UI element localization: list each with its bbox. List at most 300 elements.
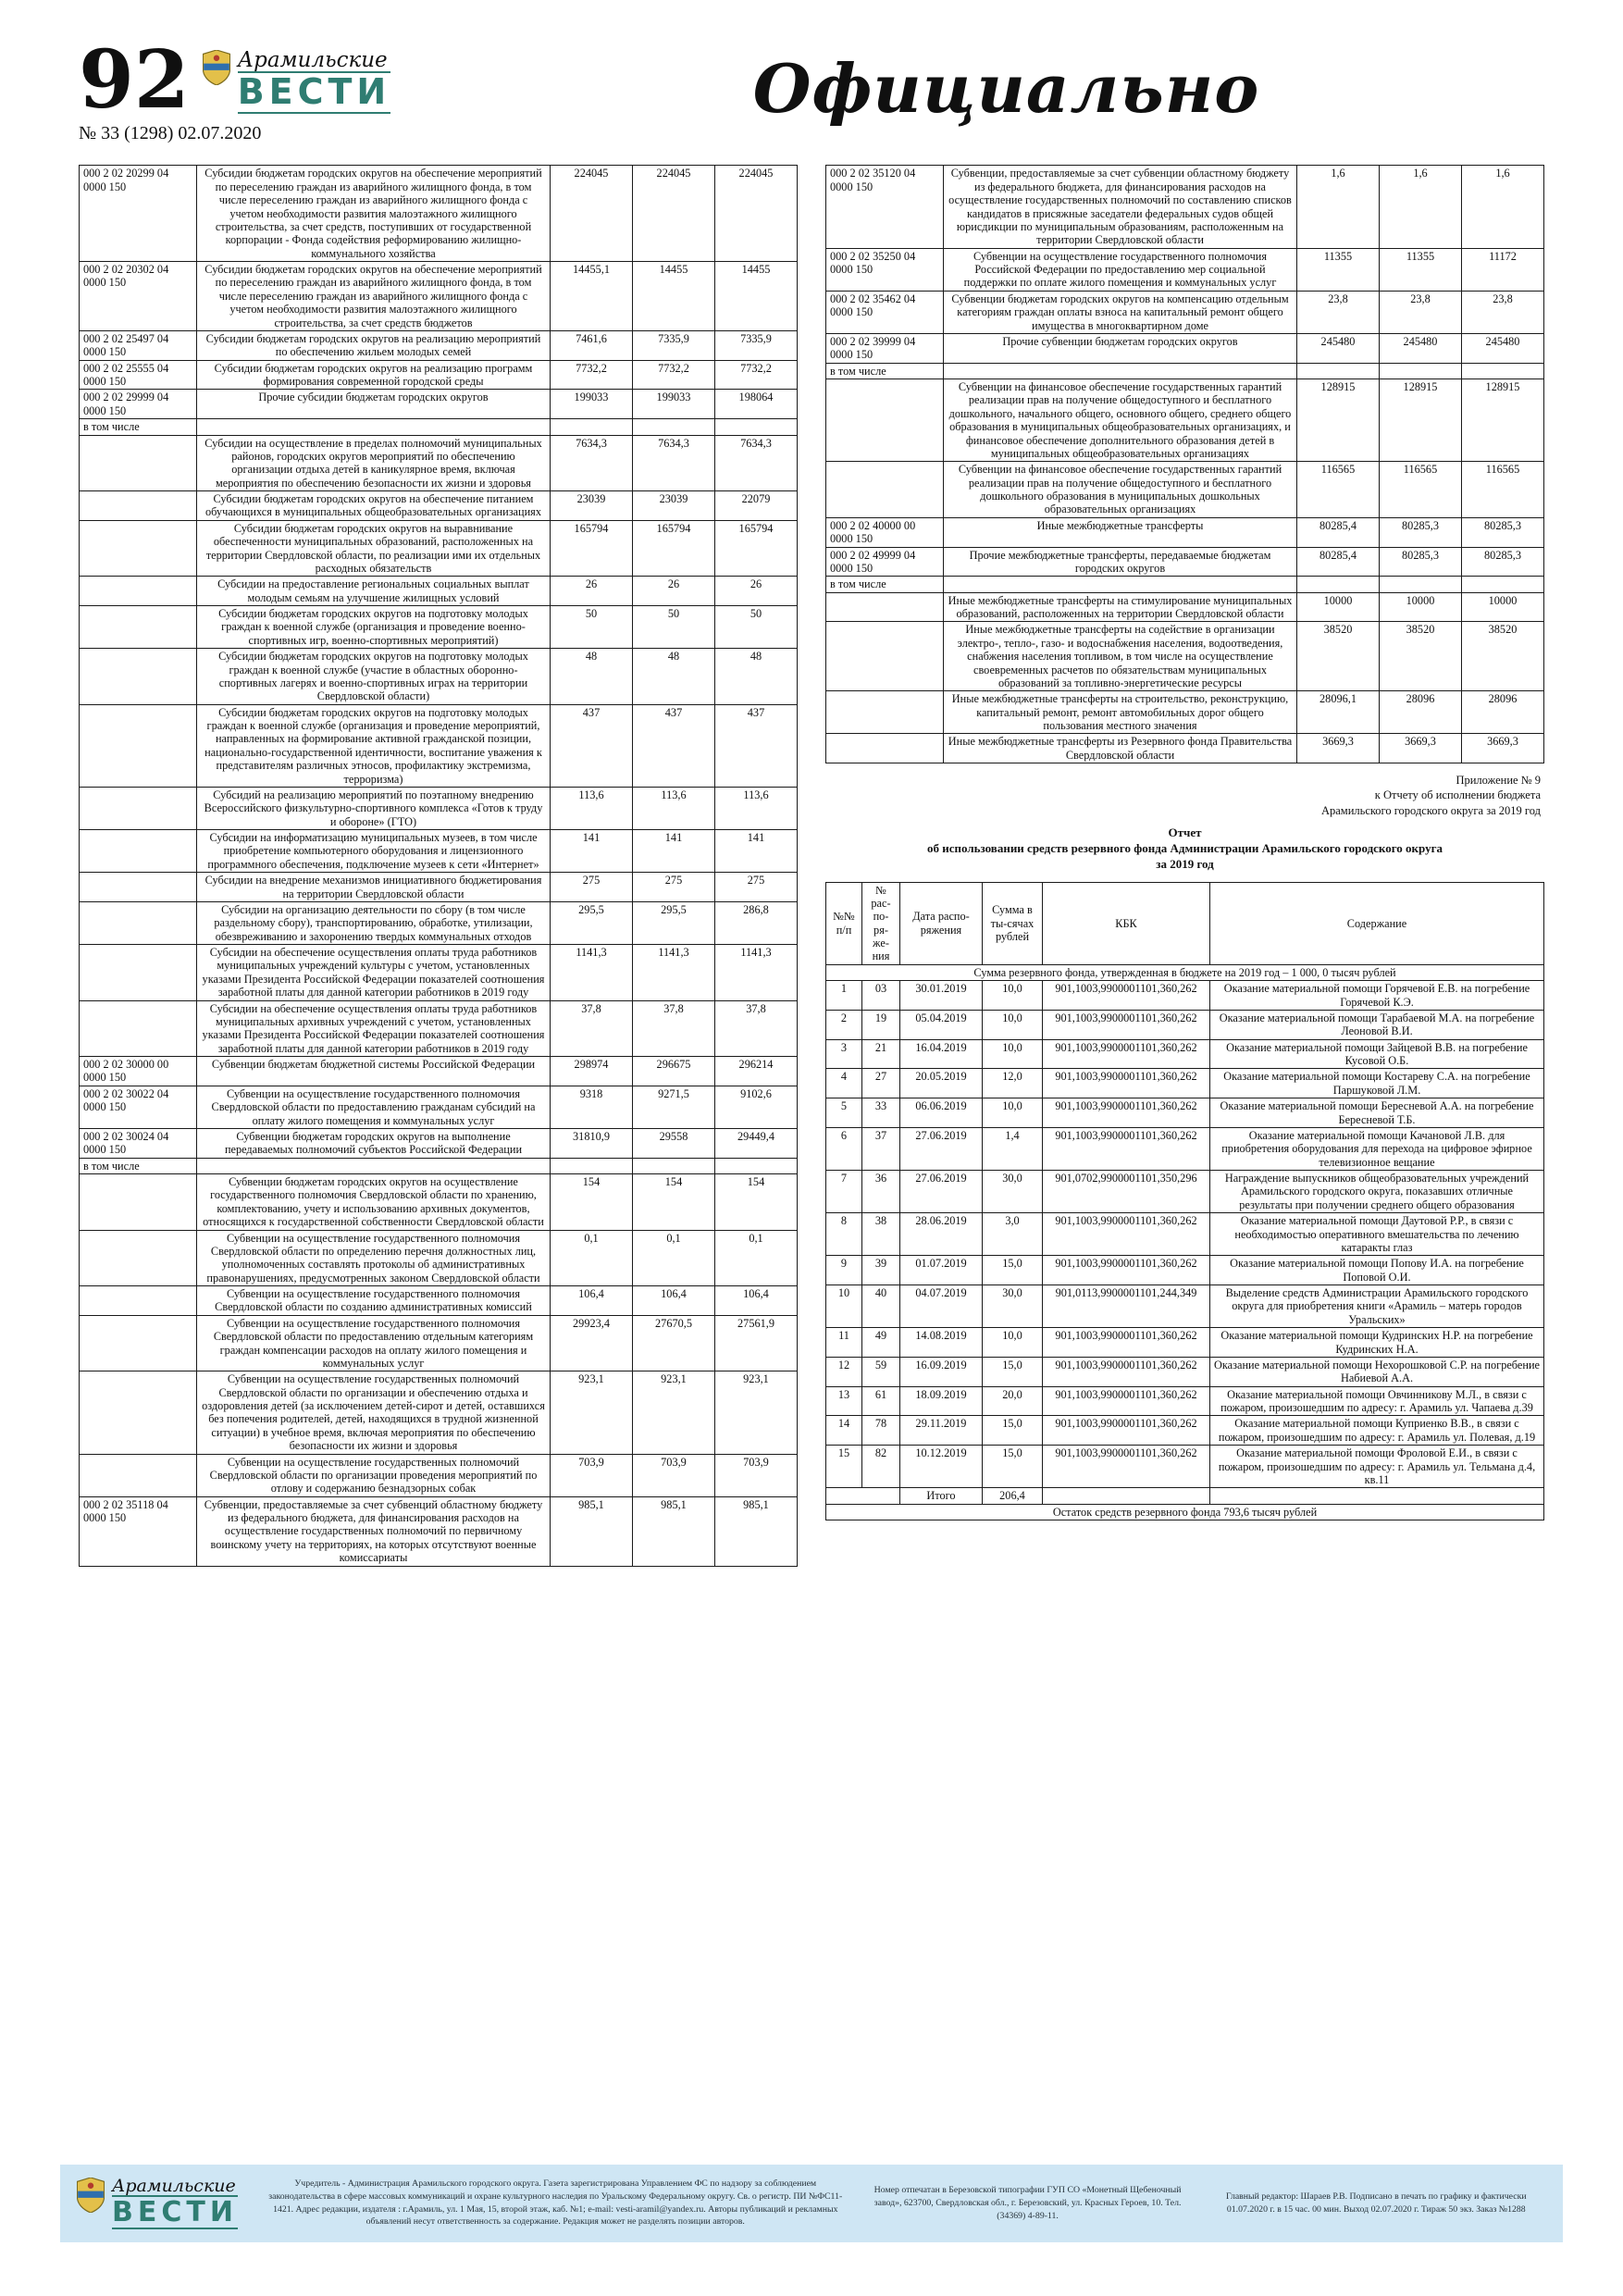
value-cell: 7335,9 <box>715 330 798 360</box>
code-cell: 000 2 02 49999 04 0000 150 <box>826 547 944 577</box>
content-cell: Оказание материальной помощи Костареву С.А. на погребение Паршуковой Л.М. <box>1210 1069 1544 1098</box>
description-cell: Субвенции на осуществление государственного полномочия Российской Федерации по предоставлению мер социальной поддержки по оплате жилого помещения и коммунальных услуг <box>944 248 1297 291</box>
order-date-cell: 14.08.2019 <box>900 1328 983 1358</box>
value-cell: 80285,4 <box>1297 517 1380 547</box>
value-cell: 27670,5 <box>633 1315 715 1371</box>
report-title-line: Отчет <box>1168 825 1202 839</box>
value-cell <box>1380 577 1462 592</box>
description-cell: Субвенции на осуществление государственного полномочия Свердловской области по созданию административных комиссий <box>197 1286 551 1316</box>
masthead-left <box>79 33 467 144</box>
kbk-cell: 901,1003,9900001101,360,262 <box>1043 1446 1210 1488</box>
budget-row <box>80 520 798 577</box>
value-cell: 923,1 <box>715 1371 798 1454</box>
value-cell: 275 <box>633 873 715 902</box>
value-cell: 22079 <box>715 491 798 521</box>
kbk-cell: 901,1003,9900001101,360,262 <box>1043 1010 1210 1039</box>
order-number-cell: 78 <box>862 1416 900 1446</box>
value-cell: 37,8 <box>715 1000 798 1057</box>
row-number-cell: 10 <box>826 1285 862 1328</box>
code-cell: 000 2 02 35120 04 0000 150 <box>826 166 944 248</box>
budget-row <box>80 262 798 331</box>
value-cell <box>633 1158 715 1173</box>
kbk-cell: 901,1003,9900001101,360,262 <box>1043 1098 1210 1128</box>
section-title: Официально <box>752 49 1260 128</box>
total-value-cell: 206,4 <box>983 1488 1043 1504</box>
code-cell <box>80 1230 197 1286</box>
value-cell: 245480 <box>1462 333 1544 363</box>
reserve-row <box>826 1446 1544 1488</box>
column-header: №№ п/п <box>826 882 862 964</box>
description-cell: Субвенции бюджетам городских округов на осуществление государственного полномочия Свердловской области по хранению, комплектованию, учету и использованию архивных документов, относящихся к государственной собственности Свердловской области <box>197 1174 551 1231</box>
budget-table-right <box>825 165 1544 763</box>
reserve-row <box>826 1010 1544 1039</box>
code-cell: 000 2 02 40000 00 0000 150 <box>826 517 944 547</box>
budget-row <box>80 1158 798 1173</box>
value-cell: 27561,9 <box>715 1315 798 1371</box>
value-cell: 11172 <box>1462 248 1544 291</box>
row-number-cell: 3 <box>826 1039 862 1069</box>
amount-cell: 10,0 <box>983 1039 1043 1069</box>
value-cell: 80285,3 <box>1462 517 1544 547</box>
value-cell: 29923,4 <box>551 1315 633 1371</box>
code-cell: 000 2 02 30022 04 0000 150 <box>80 1086 197 1128</box>
amount-cell: 10,0 <box>983 1098 1043 1128</box>
value-cell: 3669,3 <box>1462 734 1544 763</box>
value-cell <box>715 1158 798 1173</box>
description-cell: Субвенции на финансовое обеспечение государственных гарантий реализации прав на получение общедоступного и бесплатного дошкольного образования в муниципальных дошкольных образовательных организациях <box>944 462 1297 518</box>
budget-row <box>826 691 1544 734</box>
amount-cell: 10,0 <box>983 1010 1043 1039</box>
code-cell <box>80 520 197 577</box>
code-cell <box>80 606 197 649</box>
amount-cell: 1,4 <box>983 1127 1043 1170</box>
code-cell <box>826 691 944 734</box>
kbk-cell: 901,1003,9900001101,360,262 <box>1043 1039 1210 1069</box>
value-cell: 198064 <box>715 390 798 419</box>
value-cell: 29558 <box>633 1128 715 1158</box>
value-cell: 703,9 <box>715 1454 798 1496</box>
value-cell: 7732,2 <box>715 360 798 390</box>
description-cell: Субсидии бюджетам городских округов на подготовку молодых граждан к военной службе (организация и проведение военно-спортивных игр, военно-спортивных мероприятий) <box>197 606 551 649</box>
reserve-row <box>826 1386 1544 1416</box>
budget-row <box>826 379 1544 462</box>
row-number-cell: 4 <box>826 1069 862 1098</box>
value-cell <box>1462 577 1544 592</box>
value-cell: 11355 <box>1380 248 1462 291</box>
row-number-cell: 2 <box>826 1010 862 1039</box>
order-number-cell: 21 <box>862 1039 900 1069</box>
budget-row <box>80 704 798 787</box>
budget-row <box>80 945 798 1001</box>
order-number-cell: 40 <box>862 1285 900 1328</box>
value-cell: 1141,3 <box>551 945 633 1001</box>
description-cell: Субвенции на финансовое обеспечение государственных гарантий реализации прав на получение общедоступного и бесплатного дошкольного, начального общего, основного общего, среднего общего образования в муниципальных общеобразовательных организациях, и финансовое обеспечение дополнительного образования детей в муниципальных общеобразовательных организациях <box>944 379 1297 462</box>
code-cell <box>826 592 944 622</box>
reserve-row <box>826 1039 1544 1069</box>
value-cell: 28096 <box>1380 691 1462 734</box>
code-cell: 000 2 02 35462 04 0000 150 <box>826 291 944 333</box>
value-cell: 116565 <box>1297 462 1380 518</box>
content-cell: Оказание материальной помощи Нехорошковой С.Р. на погребение Набиевой А.А. <box>1210 1357 1544 1386</box>
reserve-row <box>826 1098 1544 1128</box>
description-cell: Субсидии на обеспечение осуществления оплаты труда работников муниципальных учреждений культуры с учетом, установленных указами Президента Российской Федерации показателей соотношения заработной платы для данной категории работников в 2019 году <box>197 945 551 1001</box>
appendix-note <box>825 773 1541 818</box>
code-cell: 000 2 02 20302 04 0000 150 <box>80 262 197 331</box>
content-cell: Оказание материальной помощи Горячевой Е.В. на погребение Горячевой К.Э. <box>1210 981 1544 1011</box>
code-cell <box>826 462 944 518</box>
imprint-footer <box>60 2165 1563 2243</box>
value-cell: 199033 <box>633 390 715 419</box>
value-cell: 0,1 <box>551 1230 633 1286</box>
value-cell: 296675 <box>633 1057 715 1086</box>
appendix-line: Арамильского городского округа за 2019 год <box>1320 803 1541 817</box>
value-cell: 38520 <box>1297 622 1380 691</box>
column-header: № рас-по-ря-же-ния <box>862 882 900 964</box>
total-row <box>826 1488 1544 1504</box>
order-number-cell: 39 <box>862 1256 900 1285</box>
value-cell: 37,8 <box>551 1000 633 1057</box>
fund-note-row <box>826 964 1544 980</box>
budget-row <box>80 649 798 705</box>
value-cell: 38520 <box>1380 622 1462 691</box>
report-title <box>825 825 1544 873</box>
value-cell: 245480 <box>1380 333 1462 363</box>
budget-row <box>80 419 798 435</box>
order-number-cell: 49 <box>862 1328 900 1358</box>
issue-number: № 33 (1298) 02.07.2020 <box>79 123 262 144</box>
value-cell: 116565 <box>1380 462 1462 518</box>
budget-row <box>80 1057 798 1086</box>
amount-cell: 15,0 <box>983 1357 1043 1386</box>
value-cell: 23039 <box>633 491 715 521</box>
value-cell: 50 <box>633 606 715 649</box>
empty-cell <box>1210 1488 1544 1504</box>
budget-row <box>80 1174 798 1231</box>
description-cell: Иные межбюджетные трансферты на строительство, реконструкцию, капитальный ремонт, ремонт автомобильных дорог общего пользования местного значения <box>944 691 1297 734</box>
row-number-cell: 12 <box>826 1357 862 1386</box>
value-cell: 23039 <box>551 491 633 521</box>
order-date-cell: 16.04.2019 <box>900 1039 983 1069</box>
order-date-cell: 27.06.2019 <box>900 1171 983 1213</box>
fund-note-cell: Сумма резервного фонда, утвержденная в бюджете на 2019 год – 1 000, 0 тысяч рублей <box>826 964 1544 980</box>
value-cell: 31810,9 <box>551 1128 633 1158</box>
amount-cell: 20,0 <box>983 1386 1043 1416</box>
code-cell: 000 2 02 25555 04 0000 150 <box>80 360 197 390</box>
description-cell <box>197 1158 551 1173</box>
code-cell <box>80 649 197 705</box>
description-cell <box>944 363 1297 379</box>
budget-row <box>826 517 1544 547</box>
reserve-row <box>826 1069 1544 1098</box>
value-cell: 9102,6 <box>715 1086 798 1128</box>
footer-logo <box>77 2175 238 2230</box>
value-cell: 199033 <box>551 390 633 419</box>
page-number: 92 <box>79 33 190 127</box>
reserve-row <box>826 1328 1544 1358</box>
amount-cell: 10,0 <box>983 1328 1043 1358</box>
value-cell: 275 <box>715 873 798 902</box>
order-date-cell: 04.07.2019 <box>900 1285 983 1328</box>
value-cell: 7634,3 <box>551 435 633 491</box>
value-cell: 80285,3 <box>1380 517 1462 547</box>
content-cell: Награждение выпускников общеобразовательных учреждений Арамильского городского округа, показавших отличные результаты при получении среднего общего образования <box>1210 1171 1544 1213</box>
newspaper-logo <box>203 50 391 114</box>
order-number-cell: 27 <box>862 1069 900 1098</box>
value-cell: 128915 <box>1462 379 1544 462</box>
value-cell: 14455 <box>633 262 715 331</box>
description-cell: Субсидии на осуществление в пределах полномочий муниципальных районов, городских округов мероприятий по обеспечению организации отдыха детей в каникулярное время, включая мероприятия по обеспечению безопасности их жизни и здоровья <box>197 435 551 491</box>
code-cell <box>80 1315 197 1371</box>
order-date-cell: 01.07.2019 <box>900 1256 983 1285</box>
value-cell: 224045 <box>551 166 633 262</box>
appendix-line: к Отчету об исполнении бюджета <box>1374 788 1541 802</box>
amount-cell: 15,0 <box>983 1446 1043 1488</box>
row-number-cell: 8 <box>826 1213 862 1256</box>
value-cell: 703,9 <box>551 1454 633 1496</box>
value-cell: 38520 <box>1462 622 1544 691</box>
order-date-cell: 18.09.2019 <box>900 1386 983 1416</box>
code-cell: 000 2 02 39999 04 0000 150 <box>826 333 944 363</box>
amount-cell: 15,0 <box>983 1256 1043 1285</box>
value-cell: 245480 <box>1297 333 1380 363</box>
subtotal-note-cell: в том числе <box>826 577 944 592</box>
imprint-editor-info: Главный редактор: Шараев Р.В. Подписано в печать по графику и фактически 01.07.2020 г. в 15 час. 00 мин. Выход 02.07.2020 г. Тираж 50 экз. Заказ №1288 <box>1226 2191 1527 2215</box>
budget-row <box>80 606 798 649</box>
code-cell: 000 2 02 30024 04 0000 150 <box>80 1128 197 1158</box>
content-cell: Оказание материальной помощи Попову И.А. на погребение Поповой О.И. <box>1210 1256 1544 1285</box>
budget-row <box>826 592 1544 622</box>
value-cell: 3669,3 <box>1297 734 1380 763</box>
value-cell: 26 <box>551 577 633 606</box>
budget-row <box>80 166 798 262</box>
order-number-cell: 59 <box>862 1357 900 1386</box>
kbk-cell: 901,1003,9900001101,360,262 <box>1043 1069 1210 1098</box>
amount-cell: 30,0 <box>983 1171 1043 1213</box>
value-cell: 10000 <box>1462 592 1544 622</box>
coat-of-arms-icon <box>203 50 230 85</box>
code-cell <box>80 1174 197 1231</box>
description-cell: Иные межбюджетные трансферты из Резервного фонда Правительства Свердловской области <box>944 734 1297 763</box>
code-cell: 000 2 02 35118 04 0000 150 <box>80 1496 197 1566</box>
reserve-row <box>826 1256 1544 1285</box>
value-cell: 128915 <box>1380 379 1462 462</box>
value-cell: 29449,4 <box>715 1128 798 1158</box>
description-cell: Иные межбюджетные трансферты <box>944 517 1297 547</box>
value-cell: 28096 <box>1462 691 1544 734</box>
budget-row <box>80 330 798 360</box>
description-cell: Субвенции на осуществление государственного полномочия Свердловской области по определению перечня должностных лиц, уполномоченных составлять протоколы об административных правонарушениях, предусмотренных законом Свердловской области <box>197 1230 551 1286</box>
value-cell: 1,6 <box>1462 166 1544 248</box>
budget-row <box>826 622 1544 691</box>
content-cell: Оказание материальной помощи Овчинникову М.Л., в связи с пожаром, произошедшим по адресу: г. Арамиль ул. Чапаева д.39 <box>1210 1386 1544 1416</box>
value-cell: 286,8 <box>715 901 798 944</box>
order-date-cell: 29.11.2019 <box>900 1416 983 1446</box>
description-cell: Субвенции на осуществление государственных полномочий Свердловской области по организации и обеспечению отдыха и оздоровления детей (за исключением детей-сирот и детей, оставшихся без попечения родителей, детей, находящихся в трудной жизненной ситуации) в учебное время, включая мероприятия по обеспечению безопасности их жизни и здоровья <box>197 1371 551 1454</box>
description-cell: Субсидии на внедрение механизмов инициативного бюджетирования на территории Свердловской области <box>197 873 551 902</box>
description-cell: Субсидии бюджетам городских округов на обеспечение питанием обучающихся в муниципальных общеобразовательных организациях <box>197 491 551 521</box>
budget-row <box>80 577 798 606</box>
content-cell: Выделение средств Администрации Арамильского городского округа для приобретения книги «Арамиль – матерь городов Уральских» <box>1210 1285 1544 1328</box>
value-cell: 26 <box>715 577 798 606</box>
reserve-row <box>826 1171 1544 1213</box>
amount-cell: 3,0 <box>983 1213 1043 1256</box>
value-cell: 48 <box>715 649 798 705</box>
value-cell: 985,1 <box>551 1496 633 1566</box>
value-cell: 7461,6 <box>551 330 633 360</box>
budget-row <box>826 462 1544 518</box>
row-number-cell: 6 <box>826 1127 862 1170</box>
value-cell: 275 <box>551 873 633 902</box>
subtotal-note-cell: в том числе <box>80 1158 197 1173</box>
code-cell: 000 2 02 29999 04 0000 150 <box>80 390 197 419</box>
kbk-cell: 901,0702,9900001101,350,296 <box>1043 1171 1210 1213</box>
value-cell: 50 <box>551 606 633 649</box>
value-cell: 23,8 <box>1380 291 1462 333</box>
kbk-cell: 901,1003,9900001101,360,262 <box>1043 1328 1210 1358</box>
description-cell <box>944 577 1297 592</box>
value-cell: 23,8 <box>1462 291 1544 333</box>
masthead <box>79 33 1545 144</box>
value-cell: 10000 <box>1297 592 1380 622</box>
value-cell: 106,4 <box>551 1286 633 1316</box>
order-date-cell: 06.06.2019 <box>900 1098 983 1128</box>
amount-cell: 10,0 <box>983 981 1043 1011</box>
reserve-fund-table <box>825 882 1544 1521</box>
remainder-row <box>826 1504 1544 1520</box>
order-date-cell: 10.12.2019 <box>900 1446 983 1488</box>
value-cell: 298974 <box>551 1057 633 1086</box>
value-cell: 128915 <box>1297 379 1380 462</box>
row-number-cell: 9 <box>826 1256 862 1285</box>
value-cell <box>551 1158 633 1173</box>
description-cell: Субсидии на предоставление региональных социальных выплат молодым семьям на улучшение жилищных условий <box>197 577 551 606</box>
budget-row <box>80 1286 798 1316</box>
left-column <box>79 165 798 1566</box>
description-cell: Субсидии бюджетам городских округов на реализацию мероприятий по обеспечению жильем молодых семей <box>197 330 551 360</box>
column-header: Содержание <box>1210 882 1544 964</box>
value-cell: 141 <box>633 830 715 873</box>
value-cell: 11355 <box>1297 248 1380 291</box>
value-cell <box>551 419 633 435</box>
description-cell: Субсидии бюджетам городских округов на выравнивание обеспеченности муниципальных образований, расположенных на территории Свердловской области, по реализации ими их отдельных расходных обязательств <box>197 520 551 577</box>
code-cell <box>826 622 944 691</box>
value-cell <box>1380 363 1462 379</box>
order-number-cell: 19 <box>862 1010 900 1039</box>
value-cell: 26 <box>633 577 715 606</box>
budget-row <box>80 390 798 419</box>
order-date-cell: 30.01.2019 <box>900 981 983 1011</box>
value-cell: 7335,9 <box>633 330 715 360</box>
row-number-cell: 11 <box>826 1328 862 1358</box>
empty-cell <box>1043 1488 1210 1504</box>
kbk-cell: 901,1003,9900001101,360,262 <box>1043 1357 1210 1386</box>
budget-row <box>80 435 798 491</box>
total-label-cell: Итого <box>900 1488 983 1504</box>
budget-row <box>80 1000 798 1057</box>
value-cell: 141 <box>551 830 633 873</box>
content-cell: Оказание материальной помощи Тарабаевой М.А. на погребение Леоновой В.И. <box>1210 1010 1544 1039</box>
value-cell: 923,1 <box>633 1371 715 1454</box>
order-number-cell: 37 <box>862 1127 900 1170</box>
description-cell: Субвенции бюджетам городских округов на выполнение передаваемых полномочий субъектов Российской Федерации <box>197 1128 551 1158</box>
content-cell: Оказание материальной помощи Куприенко В.В., в связи с пожаром, произошедшим по адресу: г. Арамиль ул. Полевая, д.19 <box>1210 1416 1544 1446</box>
value-cell: 985,1 <box>715 1496 798 1566</box>
value-cell: 10000 <box>1380 592 1462 622</box>
value-cell: 48 <box>551 649 633 705</box>
description-cell: Субсидии на информатизацию муниципальных музеев, в том числе приобретение компьютерного оборудования и лицензионного программного обеспечения, подключение музеев к сети «Интернет» <box>197 830 551 873</box>
reserve-row <box>826 1127 1544 1170</box>
value-cell: 437 <box>633 704 715 787</box>
logo-bottom-text: ВЕСТИ <box>237 71 391 112</box>
value-cell: 7634,3 <box>715 435 798 491</box>
budget-row <box>826 577 1544 592</box>
code-cell <box>80 491 197 521</box>
description-cell: Субсидии бюджетам городских округов на подготовку молодых граждан к военной службе (участие в областных оборонно-спортивных лагерях и военно-спортивных играх на территории Свердловской области) <box>197 649 551 705</box>
value-cell: 14455,1 <box>551 262 633 331</box>
value-cell <box>1297 577 1380 592</box>
value-cell: 0,1 <box>633 1230 715 1286</box>
code-cell <box>826 379 944 462</box>
code-cell <box>80 577 197 606</box>
content-cell: Оказание материальной помощи Фроловой Е.И., в связи с пожаром, произошедшим по адресу: г. Арамиль ул. Тельмана д.4, кв.11 <box>1210 1446 1544 1488</box>
value-cell: 437 <box>551 704 633 787</box>
reserve-row <box>826 1416 1544 1446</box>
code-cell: 000 2 02 20299 04 0000 150 <box>80 166 197 262</box>
column-header: Дата распо-ряжения <box>900 882 983 964</box>
value-cell: 295,5 <box>633 901 715 944</box>
code-cell <box>80 901 197 944</box>
footer-logo-top-text: Арамильские <box>112 2175 236 2196</box>
order-date-cell: 05.04.2019 <box>900 1010 983 1039</box>
code-cell <box>826 734 944 763</box>
value-cell: 9318 <box>551 1086 633 1128</box>
order-number-cell: 03 <box>862 981 900 1011</box>
description-cell: Субвенции, предоставляемые за счет субвенции областному бюджету из федерального бюджета, для финансирования расходов на осуществление государственных полномочий по составлению списков кандидатов в присяжные заседатели федеральных судов общей юрисдикции по муниципальным образованиям, расположенным на территории Свердловской области <box>944 166 1297 248</box>
description-cell: Субвенции, предоставляемые за счет субвенций областному бюджету из федерального бюджета, для финансирования расходов на осуществление государственных полномочий по первичному воинскому учету на территориях, на которых отсутствуют военные комиссариаты <box>197 1496 551 1566</box>
value-cell: 106,4 <box>715 1286 798 1316</box>
subtotal-note-cell: в том числе <box>826 363 944 379</box>
code-cell: 000 2 02 25497 04 0000 150 <box>80 330 197 360</box>
description-cell: Субсидии на обеспечение осуществления оплаты труда работников муниципальных архивных учреждений с учетом, установленных указами Президента Российской Федерации показателей соотношения заработной платы для данной категории работников в 2019 году <box>197 1000 551 1057</box>
content-cell: Оказание материальной помощи Кудринских Н.Р. на погребение Кудринских Н.А. <box>1210 1328 1544 1358</box>
value-cell: 80285,4 <box>1297 547 1380 577</box>
order-date-cell: 16.09.2019 <box>900 1357 983 1386</box>
order-date-cell: 27.06.2019 <box>900 1127 983 1170</box>
description-cell: Прочие субвенции бюджетам городских округов <box>944 333 1297 363</box>
code-cell: 000 2 02 35250 04 0000 150 <box>826 248 944 291</box>
value-cell: 3669,3 <box>1380 734 1462 763</box>
order-date-cell: 28.06.2019 <box>900 1213 983 1256</box>
budget-row <box>80 1454 798 1496</box>
code-cell <box>80 1286 197 1316</box>
appendix-line: Приложение № 9 <box>1456 774 1541 788</box>
value-cell: 14455 <box>715 262 798 331</box>
value-cell: 1141,3 <box>633 945 715 1001</box>
code-cell <box>80 435 197 491</box>
value-cell <box>715 419 798 435</box>
budget-row <box>826 363 1544 379</box>
order-number-cell: 36 <box>862 1171 900 1213</box>
coat-of-arms-icon <box>77 2178 105 2213</box>
description-cell: Прочие межбюджетные трансферты, передаваемые бюджетам городских округов <box>944 547 1297 577</box>
reserve-row <box>826 981 1544 1011</box>
amount-cell: 12,0 <box>983 1069 1043 1098</box>
content-columns <box>79 165 1545 1566</box>
description-cell: Субсидии бюджетам городских округов на реализацию программ формирования современной городской среды <box>197 360 551 390</box>
code-cell <box>80 1000 197 1057</box>
value-cell: 165794 <box>551 520 633 577</box>
value-cell: 37,8 <box>633 1000 715 1057</box>
